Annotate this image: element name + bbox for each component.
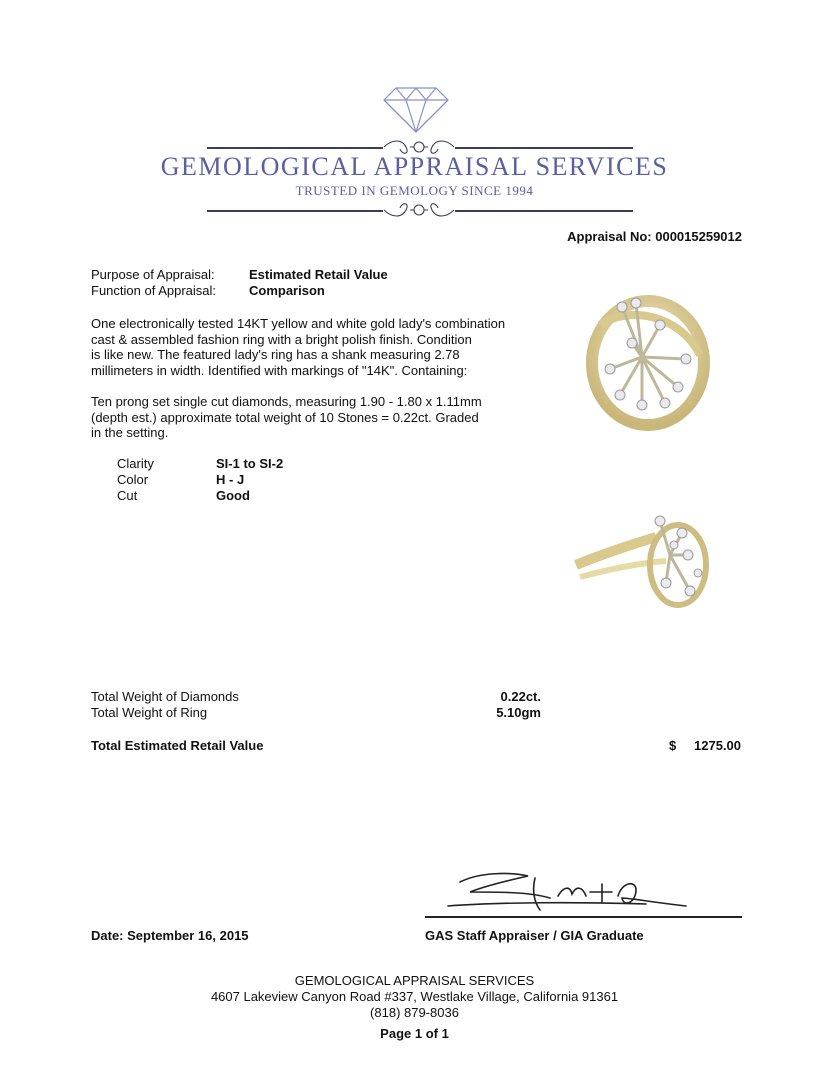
clarity-label: Clarity	[117, 456, 154, 471]
stones-line: Ten prong set single cut diamonds, measuring 1.90 - 1.80 x 1.11mm	[91, 394, 482, 409]
page-number: Page 1 of 1	[380, 1026, 449, 1041]
description-line: is like new. The featured lady's ring has a shank measuring 2.78	[91, 347, 460, 362]
stones-description	[91, 394, 511, 441]
purpose-value: Estimated Retail Value	[249, 267, 388, 282]
footer-address: 4607 Lakeview Canyon Road #337, Westlake Village, California 91361	[210, 989, 619, 1004]
footer-phone: (818) 879-8036	[370, 1005, 459, 1020]
currency-symbol: $	[669, 738, 677, 753]
company-name: GEMOLOGICAL APPRAISAL SERVICES	[160, 152, 669, 181]
color-label: Color	[117, 472, 149, 487]
cut-label: Cut	[117, 488, 138, 503]
stones-line: (depth est.) approximate total weight of 10 Stones = 0.22ct. Graded	[91, 409, 479, 425]
clarity-value: SI-1 to SI-2	[216, 456, 284, 471]
total-retail-value: 1275.00	[694, 738, 741, 753]
ring-photo-top	[570, 285, 720, 435]
function-value: Comparison	[249, 283, 325, 298]
appraisal-date: Date: September 16, 2015	[91, 928, 249, 943]
appraisal-number: Appraisal No: 000015259012	[567, 229, 742, 244]
signer-title: GAS Staff Appraiser / GIA Graduate	[425, 928, 644, 943]
footer-company: GEMOLOGICAL APPRAISAL SERVICES	[294, 973, 535, 988]
total-ring-weight-label: Total Weight of Ring	[91, 705, 208, 720]
purpose-label: Purpose of Appraisal:	[91, 267, 215, 282]
description-line: millimeters in width. Identified with markings of "14K". Containing:	[91, 362, 468, 378]
total-diamond-weight-value: 0.22ct.	[500, 689, 541, 704]
description-line: cast & assembled fashion ring with a bright polish finish. Condition	[91, 331, 472, 347]
appraiser-signature	[440, 862, 710, 918]
ornament-bottom-icon	[382, 201, 456, 219]
cut-value: Good	[216, 488, 250, 503]
total-ring-weight-value: 5.10gm	[496, 705, 541, 720]
ring-photo-side	[570, 505, 720, 615]
total-retail-value-label: Total Estimated Retail Value	[91, 738, 264, 753]
item-description	[91, 316, 531, 378]
total-diamond-weight-label: Total Weight of Diamonds	[91, 689, 239, 704]
signature-line	[425, 916, 742, 918]
function-label: Function of Appraisal:	[91, 283, 217, 298]
stones-line: in the setting.	[91, 425, 169, 440]
color-value: H - J	[216, 472, 245, 487]
description-line: One electronically tested 14KT yellow and white gold lady's combination	[91, 316, 506, 331]
diamond-icon	[382, 86, 450, 134]
company-tagline: TRUSTED IN GEMOLOGY SINCE 1994	[295, 183, 534, 198]
